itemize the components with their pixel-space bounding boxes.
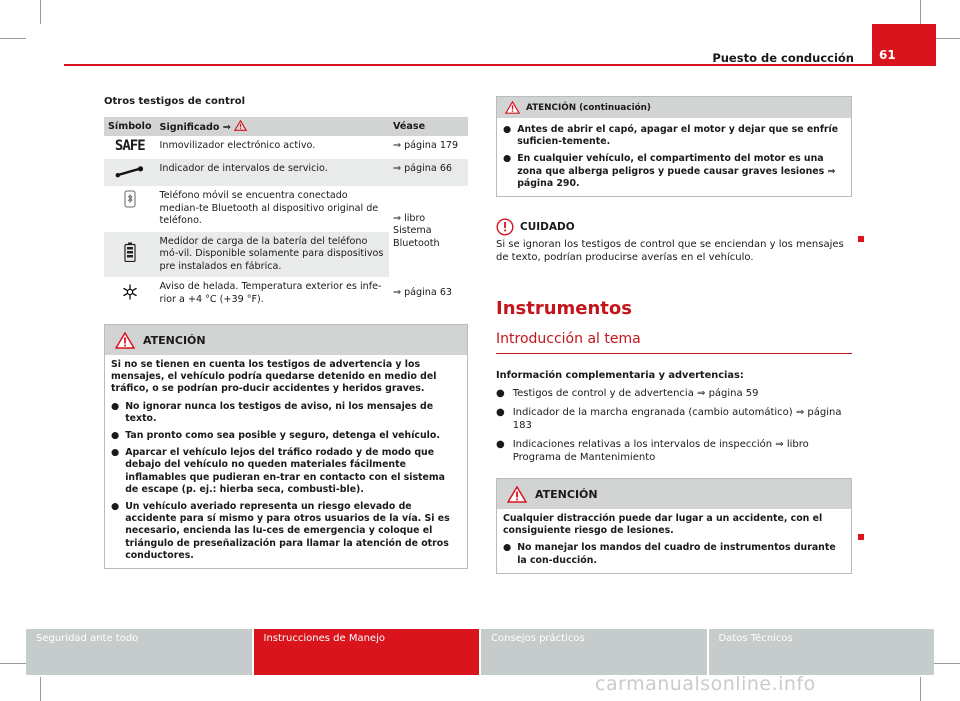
section-label: Otros testigos de control: [104, 96, 246, 107]
list-item[interactable]: ● Testigos de control y de advertencia ⇒ página 59: [496, 388, 759, 400]
warning-body: [497, 509, 851, 573]
warning-title: ATENCIÓN: [143, 333, 206, 347]
info-heading: Información complementaria y advertencias:: [496, 370, 744, 382]
left-column: [104, 96, 468, 569]
safe-logo-icon: SAFE: [114, 138, 145, 154]
list-item: ● No ignorar nunca los testigos de aviso, ni los mensajes de texto.: [111, 400, 434, 424]
snowflake-icon: [122, 283, 138, 301]
col-header-see: Véase: [389, 117, 468, 136]
wrench-icon: [115, 163, 145, 181]
row-reference-link[interactable]: ⇒ página 179: [393, 140, 459, 151]
list-item: ● Antes de abrir el capó, apagar el motor y dejar que se enfríe suficien-temente.: [503, 124, 839, 148]
list-item: ● En cualquier vehículo, el compartimento del motor es una zona que alberga peligros y puede causar graves lesiones ⇒ página 290.: [503, 153, 836, 189]
crop-mark: [40, 677, 41, 701]
warning-header: [497, 479, 851, 509]
right-column: [496, 96, 852, 574]
footer-nav: [26, 629, 934, 675]
table-row: [104, 186, 468, 232]
battery-icon: [124, 243, 136, 261]
footer-tab-technical-data[interactable]: Datos Técnicos: [709, 629, 935, 675]
crop-mark: [934, 38, 960, 39]
page-number-text: 61: [879, 48, 896, 62]
warning-title: ATENCIÓN: [535, 487, 598, 501]
footer-tab-operation[interactable]: Instrucciones de Manejo: [254, 629, 480, 675]
chapter-title: Puesto de conducción: [712, 51, 854, 65]
warning-continued-box: [496, 96, 852, 197]
section-end-marker: [858, 534, 864, 540]
warning-triangle-icon: [115, 332, 135, 349]
warning-triangle-icon: [505, 101, 520, 114]
caution-title: CUIDADO: [520, 221, 575, 234]
bluetooth-phone-icon: [124, 190, 136, 208]
section-heading: Instrumentos: [496, 298, 632, 320]
warning-intro: Si no se tienen en cuenta los testigos de advertencia y los mensajes, el vehículo podría quedarse detenido en medio del tráfico, o se podrían pro-ducir accidentes y heridos graves.: [111, 359, 437, 395]
page-number: [872, 24, 936, 66]
warning-box: [496, 478, 852, 574]
crop-mark: [934, 663, 960, 664]
table-row: [104, 136, 468, 159]
warning-header: [105, 325, 467, 355]
row-reference-link[interactable]: ⇒ página 63: [393, 287, 453, 299]
col-header-meaning-text: Significado ⇒: [159, 122, 231, 133]
watermark: carmanualsonline.info: [595, 673, 816, 695]
row-meaning: Indicador de intervalos de servicio.: [156, 159, 389, 187]
table-row: [104, 277, 468, 310]
col-header-meaning: [156, 117, 389, 136]
crop-mark: [920, 677, 921, 701]
caution-circle-icon: [496, 218, 514, 236]
crop-mark: [920, 0, 921, 24]
row-meaning: Inmovilizador electrónico activo.: [159, 140, 316, 151]
list-item[interactable]: ● Indicaciones relativas a los intervalos de inspección ⇒ libro Programa de Mantenimiento: [496, 439, 809, 464]
list-item: ● No manejar los mandos del cuadro de instrumentos durante la con-ducción.: [503, 542, 836, 566]
indicator-table: [104, 117, 468, 310]
table-header-row: [104, 117, 468, 136]
row-reference-link[interactable]: ⇒ libro Sistema Bluetooth: [393, 212, 440, 249]
warning-box: [104, 324, 468, 569]
warning-continued-body: [497, 118, 851, 196]
footer-tab-tips[interactable]: Consejos prácticos: [481, 629, 707, 675]
warning-body: [105, 355, 467, 568]
caution-block: [496, 215, 852, 236]
row-meaning: Medidor de carga de la batería del teléfono mó-vil. Disponible solamente para dispositivos pre instalados en fábrica.: [156, 232, 389, 278]
row-reference-link[interactable]: ⇒ página 66: [389, 159, 468, 187]
footer-tab-safety[interactable]: Seguridad ante todo: [26, 629, 252, 675]
list-item: ● Tan pronto como sea posible y seguro, detenga el vehículo.: [111, 430, 440, 442]
crop-mark: [0, 663, 26, 664]
col-header-symbol: Símbolo: [104, 117, 156, 136]
crop-mark: [40, 0, 41, 24]
info-list: [496, 387, 852, 464]
section-end-marker: [858, 236, 864, 242]
warning-intro: Cualquier distracción puede dar lugar a un accidente, con el consiguiente riesgo de lesiones.: [503, 513, 823, 537]
row-meaning: Teléfono móvil se encuentra conectado median-te Bluetooth al dispositivo original de teléfono.: [159, 190, 379, 226]
warning-continued-title: ATENCIÓN (continuación): [526, 102, 651, 113]
warning-triangle-icon: [507, 486, 527, 503]
caution-text: Si se ignoran los testigos de control que se enciendan y los mensajes de texto, podrían producirse averías en el vehículo.: [496, 239, 844, 264]
warning-triangle-icon: [234, 120, 247, 131]
warning-continued-header: [497, 97, 851, 118]
list-item: ● Un vehículo averiado representa un riesgo elevado de accidente para sí mismo y para otros usuarios de la vía. Si es necesario, encienda las lu-ces de emergencia y coloque el triángulo de preseñalización para llamar la atención de otros conductores.: [111, 501, 450, 561]
row-meaning: Aviso de helada. Temperatura exterior es infe-rior a +4 °C (+39 °F).: [159, 281, 382, 305]
table-row: [104, 159, 468, 187]
list-item[interactable]: ● Indicador de la marcha engranada (cambio automático) ⇒ página 183: [496, 407, 842, 432]
list-item: ● Aparcar el vehículo lejos del tráfico rodado y de modo que debajo del vehículo no queden materiales fácilmente inflamables que pudieran en-trar en contacto con el sistema de escape (p. ej.: hierba seca, combusti-ble).: [111, 447, 445, 495]
crop-mark: [0, 38, 26, 39]
subsection-heading: Introducción al tema: [496, 331, 852, 354]
